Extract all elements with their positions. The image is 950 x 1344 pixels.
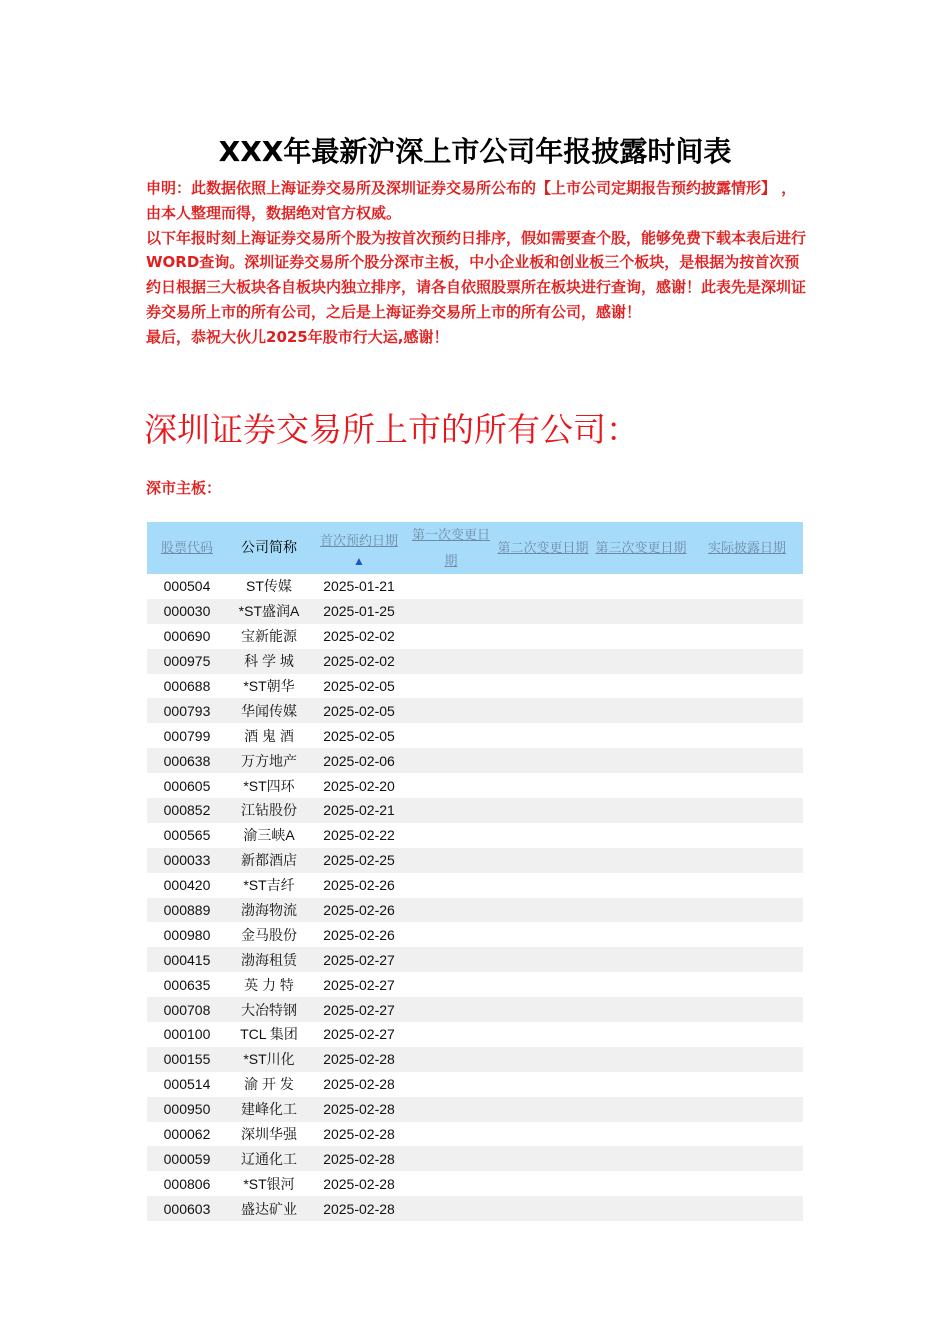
actual-date-cell bbox=[691, 698, 803, 723]
stock-code-cell: 000033 bbox=[147, 848, 227, 873]
company-name-cell: 渤海租赁 bbox=[227, 947, 311, 972]
change3-cell bbox=[591, 649, 691, 674]
actual-date-cell bbox=[691, 748, 803, 773]
table-row bbox=[147, 649, 803, 674]
stock-code-cell: 000690 bbox=[163, 628, 211, 645]
change2-cell bbox=[495, 972, 591, 997]
table-header-row bbox=[147, 522, 803, 574]
change3-cell bbox=[591, 848, 691, 873]
change3-cell bbox=[591, 997, 691, 1022]
change1-cell bbox=[407, 698, 495, 723]
first-date-cell: 2025-02-02 bbox=[311, 649, 407, 674]
change3-cell bbox=[591, 798, 691, 823]
company-name-cell: 建峰化工 bbox=[227, 1097, 311, 1122]
document-title: XXX年最新沪深上市公司年报披露时间表 bbox=[218, 135, 732, 168]
change2-cell bbox=[495, 748, 591, 773]
change1-cell bbox=[407, 1097, 495, 1122]
header-link[interactable]: 股票代码 bbox=[160, 541, 213, 556]
first-date-cell: 2025-02-20 bbox=[323, 777, 395, 794]
first-date-cell: 2025-02-06 bbox=[311, 748, 407, 773]
change2-cell bbox=[495, 798, 591, 823]
company-name-cell: TCL 集团 bbox=[240, 1026, 298, 1043]
first-date-cell: 2025-02-21 bbox=[311, 798, 407, 823]
actual-date-cell bbox=[691, 823, 803, 848]
actual-date-cell bbox=[691, 1097, 803, 1122]
table-row bbox=[147, 723, 803, 748]
first-date-cell: 2025-02-28 bbox=[323, 1126, 395, 1143]
change3-cell bbox=[591, 1196, 691, 1221]
change2-cell bbox=[495, 723, 591, 748]
disclaimer-notice bbox=[146, 176, 806, 350]
change3-cell bbox=[591, 773, 691, 798]
company-name-cell: 渝三峡A bbox=[243, 827, 295, 844]
change2-cell bbox=[495, 1146, 591, 1171]
change1-cell bbox=[407, 1196, 495, 1221]
actual-date-cell bbox=[691, 624, 803, 649]
company-name-cell: 深圳华强 bbox=[241, 1126, 297, 1143]
change3-cell bbox=[591, 1022, 691, 1047]
change2-cell bbox=[495, 1022, 591, 1047]
first-date-cell: 2025-02-05 bbox=[323, 727, 395, 744]
actual-date-cell bbox=[691, 972, 803, 997]
header-label: 公司简称 bbox=[241, 540, 297, 556]
stock-code-cell: 000605 bbox=[163, 777, 211, 794]
change1-cell bbox=[407, 723, 495, 748]
table-row bbox=[147, 947, 803, 972]
first-date-cell: 2025-02-28 bbox=[311, 1047, 407, 1072]
first-date-cell: 2025-02-05 bbox=[323, 678, 395, 694]
stock-code-cell: 000100 bbox=[163, 1026, 211, 1043]
company-name-cell: *ST朝华 bbox=[243, 678, 295, 694]
actual-date-cell bbox=[691, 798, 803, 823]
table-row bbox=[147, 922, 803, 947]
table-row bbox=[147, 823, 803, 848]
change3-cell bbox=[591, 947, 691, 972]
stock-code-cell: 000688 bbox=[163, 678, 211, 694]
change1-cell bbox=[407, 972, 495, 997]
table-row bbox=[147, 898, 803, 923]
table-row bbox=[147, 1122, 803, 1147]
change1-cell bbox=[407, 898, 495, 923]
change2-cell bbox=[495, 898, 591, 923]
change3-cell bbox=[591, 1122, 691, 1147]
company-name-cell: *ST盛润A bbox=[227, 599, 311, 624]
actual-date-cell bbox=[691, 1072, 803, 1097]
change2-cell bbox=[495, 1097, 591, 1122]
company-name-cell: 盛达矿业 bbox=[227, 1196, 311, 1221]
disclosure-table bbox=[147, 522, 803, 1221]
company-name-cell: 辽通化工 bbox=[227, 1146, 311, 1171]
first-date-cell: 2025-01-21 bbox=[323, 578, 395, 595]
table-row bbox=[147, 773, 803, 798]
actual-date-cell bbox=[691, 848, 803, 873]
change1-cell bbox=[407, 823, 495, 848]
change3-cell bbox=[591, 922, 691, 947]
change2-cell bbox=[495, 698, 591, 723]
change3-cell bbox=[591, 624, 691, 649]
table-row bbox=[147, 1072, 803, 1097]
change3-cell bbox=[591, 972, 691, 997]
change2-cell bbox=[495, 1072, 591, 1097]
company-name-cell: 华闻传媒 bbox=[227, 698, 311, 723]
change3-cell bbox=[591, 599, 691, 624]
table-row bbox=[147, 1171, 803, 1196]
stock-code-cell: 000975 bbox=[147, 649, 227, 674]
table-row bbox=[147, 997, 803, 1022]
change1-cell bbox=[407, 574, 495, 599]
change3-cell bbox=[591, 1171, 691, 1196]
notice-paragraph: 申明：此数据依照上海证券交易所及深圳证券交易所公布的【上市公司定期报告预约披露情形】 ，由本人整理而得，数据绝对官方权威。 bbox=[146, 179, 797, 222]
change3-cell bbox=[591, 1047, 691, 1072]
column-header-actual[interactable] bbox=[691, 522, 803, 574]
first-date-cell: 2025-01-25 bbox=[311, 599, 407, 624]
company-name-cell: *ST川化 bbox=[227, 1047, 311, 1072]
stock-code-cell: 000635 bbox=[163, 976, 211, 993]
actual-date-cell bbox=[691, 997, 803, 1022]
header-link[interactable]: 实际披露日期 bbox=[707, 541, 786, 556]
first-date-cell: 2025-02-28 bbox=[311, 1146, 407, 1171]
column-header-code[interactable] bbox=[147, 522, 227, 574]
change1-cell bbox=[407, 997, 495, 1022]
change1-cell bbox=[407, 1022, 495, 1047]
stock-code-cell: 000638 bbox=[147, 748, 227, 773]
stock-code-cell: 000806 bbox=[163, 1175, 211, 1192]
table-row bbox=[147, 574, 803, 599]
change2-cell bbox=[495, 947, 591, 972]
actual-date-cell bbox=[691, 674, 803, 699]
stock-code-cell: 000415 bbox=[147, 947, 227, 972]
change3-cell bbox=[591, 748, 691, 773]
change2-cell bbox=[495, 1196, 591, 1221]
header-link[interactable]: 首次预约日期 bbox=[319, 534, 398, 549]
change3-cell bbox=[591, 723, 691, 748]
table-row bbox=[147, 698, 803, 723]
first-date-cell: 2025-02-27 bbox=[311, 997, 407, 1022]
company-name-cell: 金马股份 bbox=[241, 926, 297, 943]
change3-cell bbox=[591, 674, 691, 699]
header-link[interactable]: 第二次变更日期 bbox=[497, 541, 589, 556]
header-link[interactable]: 第三次变更日期 bbox=[595, 541, 687, 556]
company-name-cell: 英 力 特 bbox=[244, 976, 294, 993]
actual-date-cell bbox=[691, 574, 803, 599]
actual-date-cell bbox=[691, 1171, 803, 1196]
change1-cell bbox=[407, 947, 495, 972]
table-row bbox=[147, 1097, 803, 1122]
change1-cell bbox=[407, 922, 495, 947]
company-name-cell: 渤海物流 bbox=[227, 898, 311, 923]
change2-cell bbox=[495, 1047, 591, 1072]
company-name-cell: 江钻股份 bbox=[227, 798, 311, 823]
column-header-name bbox=[227, 522, 311, 574]
table-row bbox=[147, 972, 803, 997]
change2-cell bbox=[495, 848, 591, 873]
column-header-first-date[interactable] bbox=[311, 522, 407, 574]
change2-cell bbox=[495, 674, 591, 699]
stock-code-cell: 000030 bbox=[147, 599, 227, 624]
actual-date-cell bbox=[691, 873, 803, 898]
change1-cell bbox=[407, 624, 495, 649]
sort-ascending-icon[interactable]: ▲ bbox=[353, 554, 365, 568]
table-row bbox=[147, 1146, 803, 1171]
stock-code-cell: 000565 bbox=[163, 827, 211, 844]
first-date-cell: 2025-02-27 bbox=[323, 976, 395, 993]
stock-code-cell: 000799 bbox=[163, 727, 211, 744]
first-date-cell: 2025-02-28 bbox=[311, 1196, 407, 1221]
stock-code-cell: 000059 bbox=[147, 1146, 227, 1171]
company-name-cell: *ST四环 bbox=[243, 777, 295, 794]
board-label: 深市主板： bbox=[146, 479, 222, 497]
company-name-cell: 万方地产 bbox=[227, 748, 311, 773]
company-name-cell: *ST银河 bbox=[243, 1175, 295, 1192]
notice-paragraph: 以下年报时刻上海证券交易所个股为按首次预约日排序，假如需要查个股，能够免费下载本表后进行WORD查询。深圳证券交易所个股分深市主板，中小企业板和创业板三个板块，是根据为按首次预约日根据三大板块各自板块内独立排序，请各自依照股票所在板块进行查询，感谢！此表先是深圳证券交易所上市的所有公司，之后是上海证券交易所上市的所有公司，感谢！ bbox=[146, 228, 807, 321]
first-date-cell: 2025-02-02 bbox=[323, 628, 395, 645]
first-date-cell: 2025-02-05 bbox=[311, 698, 407, 723]
first-date-cell: 2025-02-27 bbox=[323, 1026, 395, 1043]
table-row bbox=[147, 1196, 803, 1221]
header-link[interactable]: 第一次变更日期 bbox=[411, 528, 490, 569]
change1-cell bbox=[407, 773, 495, 798]
actual-date-cell bbox=[691, 649, 803, 674]
stock-code-cell: 000603 bbox=[147, 1196, 227, 1221]
first-date-cell: 2025-02-26 bbox=[323, 926, 395, 943]
actual-date-cell bbox=[691, 1146, 803, 1171]
company-name-cell: ST传媒 bbox=[246, 578, 292, 595]
change2-cell bbox=[495, 574, 591, 599]
change1-cell bbox=[407, 1146, 495, 1171]
actual-date-cell bbox=[691, 599, 803, 624]
company-name-cell: 大冶特钢 bbox=[227, 997, 311, 1022]
change3-cell bbox=[591, 698, 691, 723]
stock-code-cell: 000155 bbox=[147, 1047, 227, 1072]
change3-cell bbox=[591, 574, 691, 599]
actual-date-cell bbox=[691, 1196, 803, 1221]
first-date-cell: 2025-02-28 bbox=[323, 1175, 395, 1192]
change1-cell bbox=[407, 1072, 495, 1097]
change3-cell bbox=[591, 823, 691, 848]
first-date-cell: 2025-02-26 bbox=[323, 877, 395, 894]
stock-code-cell: 000420 bbox=[163, 877, 211, 894]
stock-code-cell: 000514 bbox=[163, 1076, 211, 1093]
first-date-cell: 2025-02-28 bbox=[311, 1097, 407, 1122]
stock-code-cell: 000889 bbox=[147, 898, 227, 923]
stock-code-cell: 000852 bbox=[147, 798, 227, 823]
change2-cell bbox=[495, 773, 591, 798]
first-date-cell: 2025-02-25 bbox=[311, 848, 407, 873]
change3-cell bbox=[591, 898, 691, 923]
table-row bbox=[147, 873, 803, 898]
change3-cell bbox=[591, 1072, 691, 1097]
company-name-cell: *ST吉纤 bbox=[243, 877, 295, 894]
change2-cell bbox=[495, 997, 591, 1022]
change1-cell bbox=[407, 1122, 495, 1147]
actual-date-cell bbox=[691, 1122, 803, 1147]
change2-cell bbox=[495, 823, 591, 848]
change2-cell bbox=[495, 1122, 591, 1147]
change1-cell bbox=[407, 649, 495, 674]
change1-cell bbox=[407, 1047, 495, 1072]
change2-cell bbox=[495, 1171, 591, 1196]
company-name-cell: 新都酒店 bbox=[227, 848, 311, 873]
change3-cell bbox=[591, 1097, 691, 1122]
company-name-cell: 酒 鬼 酒 bbox=[244, 727, 294, 744]
column-header-change1[interactable] bbox=[407, 522, 495, 574]
change2-cell bbox=[495, 599, 591, 624]
section-title: 深圳证券交易所上市的所有公司： bbox=[144, 410, 639, 449]
stock-code-cell: 000504 bbox=[163, 578, 211, 595]
change3-cell bbox=[591, 873, 691, 898]
actual-date-cell bbox=[691, 947, 803, 972]
change1-cell bbox=[407, 798, 495, 823]
table-row bbox=[147, 798, 803, 823]
column-header-change2[interactable] bbox=[495, 522, 591, 574]
notice-paragraph: 最后，恭祝大伙儿2025年股市行大运,感谢！ bbox=[146, 327, 449, 346]
change1-cell bbox=[407, 848, 495, 873]
first-date-cell: 2025-02-27 bbox=[311, 947, 407, 972]
column-header-change3[interactable] bbox=[591, 522, 691, 574]
table-row bbox=[147, 624, 803, 649]
company-name-cell: 科 学 城 bbox=[227, 649, 311, 674]
actual-date-cell bbox=[691, 1047, 803, 1072]
change1-cell bbox=[407, 748, 495, 773]
change2-cell bbox=[495, 649, 591, 674]
change1-cell bbox=[407, 599, 495, 624]
first-date-cell: 2025-02-28 bbox=[323, 1076, 395, 1093]
actual-date-cell bbox=[691, 922, 803, 947]
table-row bbox=[147, 674, 803, 699]
actual-date-cell bbox=[691, 898, 803, 923]
stock-code-cell: 000793 bbox=[147, 698, 227, 723]
actual-date-cell bbox=[691, 773, 803, 798]
stock-code-cell: 000980 bbox=[163, 926, 211, 943]
change1-cell bbox=[407, 674, 495, 699]
stock-code-cell: 000062 bbox=[163, 1126, 211, 1143]
table-body bbox=[147, 574, 803, 1221]
table-row bbox=[147, 1022, 803, 1047]
stock-code-cell: 000708 bbox=[147, 997, 227, 1022]
first-date-cell: 2025-02-26 bbox=[311, 898, 407, 923]
actual-date-cell bbox=[691, 723, 803, 748]
company-name-cell: 宝新能源 bbox=[241, 628, 297, 645]
change3-cell bbox=[591, 1146, 691, 1171]
change2-cell bbox=[495, 624, 591, 649]
first-date-cell: 2025-02-22 bbox=[323, 827, 395, 844]
change2-cell bbox=[495, 873, 591, 898]
table-row bbox=[147, 1047, 803, 1072]
stock-code-cell: 000950 bbox=[147, 1097, 227, 1122]
table-row bbox=[147, 599, 803, 624]
change1-cell bbox=[407, 1171, 495, 1196]
actual-date-cell bbox=[691, 1022, 803, 1047]
table-row bbox=[147, 848, 803, 873]
company-name-cell: 渝 开 发 bbox=[244, 1076, 294, 1093]
table-row bbox=[147, 748, 803, 773]
change2-cell bbox=[495, 922, 591, 947]
change1-cell bbox=[407, 873, 495, 898]
